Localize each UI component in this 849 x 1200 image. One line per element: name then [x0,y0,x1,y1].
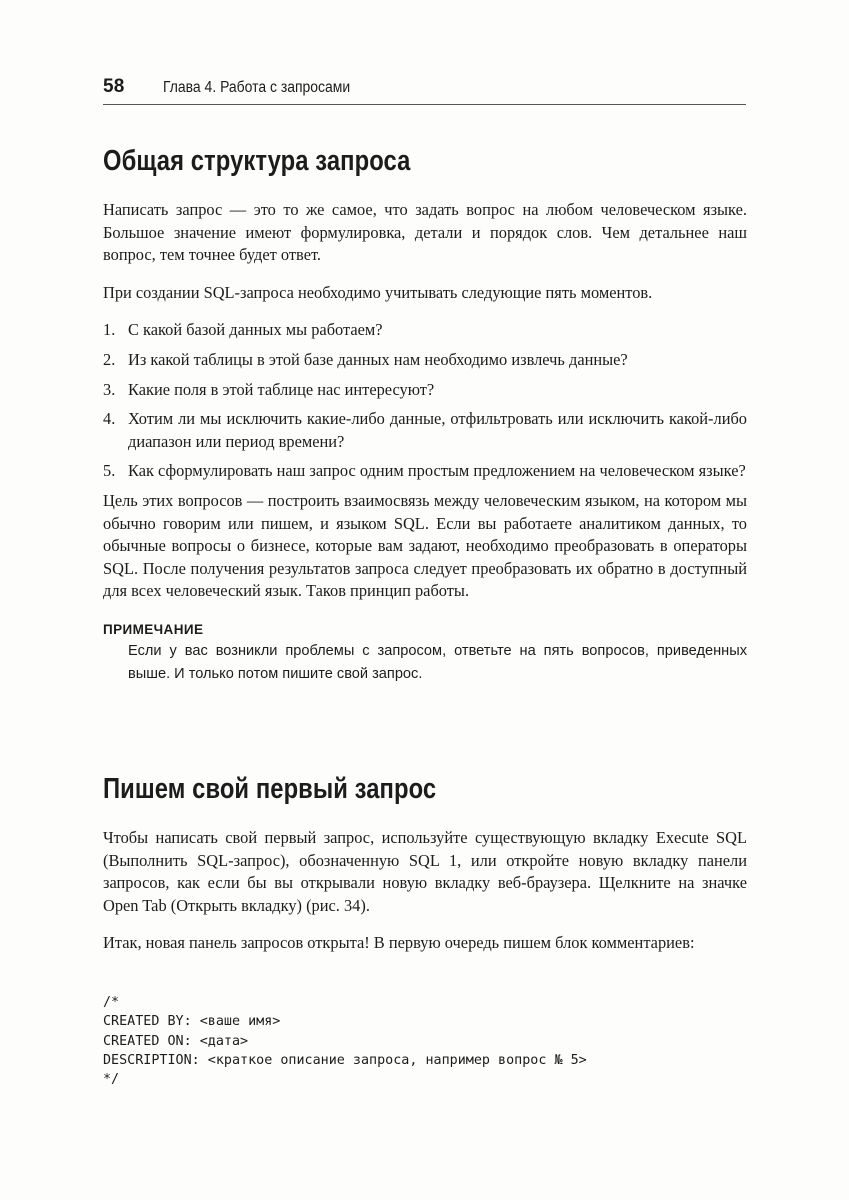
questions-list [103,319,747,483]
list-item [103,349,747,372]
section2-body [103,827,747,955]
section-title-first-query: Пишем свой первый запрос [103,773,437,805]
list-item-number: 4. [103,409,116,429]
page-number: 58 [103,76,125,97]
note-text: Если у вас возникли проблемы с запросом, ответьте на пять вопросов, приведенных выше. И только потом пишите свой запрос. [128,642,747,682]
list-item-text: С какой базой данных мы работаем? [128,320,383,340]
list-item [103,379,747,402]
purpose-paragraph: Цель этих вопросов — построить взаимосвязь между человеческим языком, на котором мы обычно говорим или пишем, и языком SQL. Если вы работаете аналитиком данных, то обычные вопросы о бизнесе, которые вам задают, необходимо преобразовать в операторы SQL. После получения результатов запроса следует преобразовать их обратно в доступный для всех человеческий язык. Таков принцип работы. [103,490,747,601]
code-block [103,993,587,1089]
code-line: CREATED BY: <ваше имя> [103,1014,281,1030]
list-item [103,408,747,453]
list-item-number: 2. [103,349,116,369]
list-item-text: Как сформулировать наш запрос одним простым предложением на человеческом языке? [128,461,746,481]
code-line: */ [103,1072,120,1088]
list-item [103,460,747,483]
running-header [103,76,746,105]
chapter-title: Глава 4. Работа с запросами [163,79,351,96]
intro-paragraph: Написать запрос — это то же самое, что задать вопрос на любом человеческом языке. Большое значение имеют формулировка, детали и порядок слов. Чем детальнее наш вопрос, тем точнее будет ответ. [103,200,747,265]
list-item-text: Какие поля в этой таблице нас интересуют? [128,379,435,399]
code-line: CREATED ON: <дата> [103,1033,249,1049]
note-label: ПРИМЕЧАНИЕ [103,621,204,637]
code-line: /* [103,995,120,1010]
section1-body [103,199,747,686]
list-item-number: 5. [103,461,116,481]
code-line: DESCRIPTION: <краткое описание запроса, например вопрос № 5> [103,1052,587,1068]
five-points-paragraph: При создании SQL-запроса необходимо учитывать следующие пять моментов. [103,282,653,302]
list-item-number: 3. [103,379,116,399]
first-query-paragraph: Чтобы написать свой первый запрос, используйте существующую вкладку Execute SQL (Выполнить SQL-запрос), обозначенную SQL 1, или откройте новую вкладку панели запросов, как если бы вы открывали новую вкладку веб-браузера. Щелкните на значке Open Tab (Открыть вкладку) (рис. 34). [103,828,747,915]
list-item-text: Хотим ли мы исключить какие-либо данные, отфильтровать или исключить какой-либо диапазон или период времени? [128,409,747,451]
list-item-number: 1. [103,320,116,340]
comment-block-paragraph: Итак, новая панель запросов открыта! В первую очередь пишем блок комментариев: [103,933,695,953]
list-item-text: Из какой таблицы в этой базе данных нам необходимо извлечь данные? [128,349,628,369]
section-title-query-structure: Общая структура запроса [103,145,411,177]
list-item [103,319,747,342]
